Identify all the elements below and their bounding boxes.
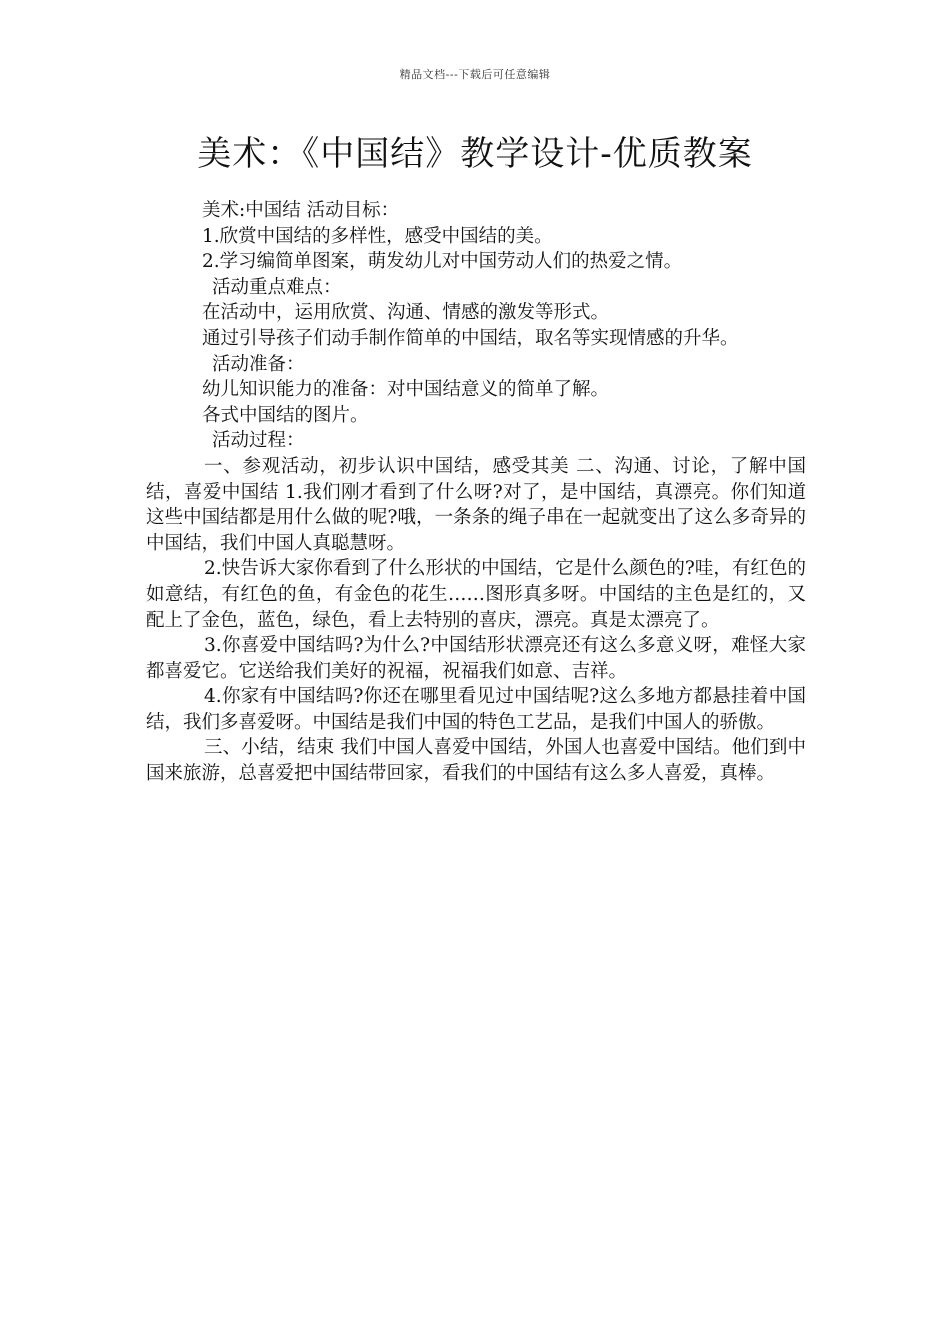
heading-key-points: 活动重点难点：	[212, 276, 342, 298]
paragraph-key-point-2: 通过引导孩子们动手制作简单的中国结，取名等实现情感的升华。	[202, 327, 739, 349]
heading-process: 活动过程：	[212, 430, 305, 452]
paragraph-process-2: 2.快告诉大家你看到了什么形状的中国结，它是什么颜色的?哇，有红色的如意结，有红色的鱼，有金色的花生……图形真多呀。中国结的主色是红的，又配上了金色，蓝色，绿色，看上去特别的喜庆，漂亮。真是太漂亮了。	[146, 558, 806, 631]
paragraph-summary: 三、小结，结束 我们中国人喜爱中国结，外国人也喜爱中国结。他们到中国来旅游，总喜爱把中国结带回家，看我们的中国结有这么多人喜爱，真棒。	[146, 737, 806, 785]
paragraph-goal-1: 1.欣赏中国结的多样性，感受中国结的美。	[202, 225, 553, 247]
paragraph-process-3: 3.你喜爱中国结吗?为什么?中国结形状漂亮还有这么多意义呀，难怪大家都喜爱它。它送给我们美好的祝福，祝福我们如意、吉祥。	[146, 635, 806, 682]
paragraph-goal-2: 2.学习编简单图案，萌发幼儿对中国劳动人们的热爱之情。	[202, 251, 683, 273]
paragraph-process-4: 4.你家有中国结吗?你还在哪里看见过中国结呢?这么多地方都悬挂着中国结，我们多喜爱呀。中国结是我们中国的特色工艺品，是我们中国人的骄傲。	[146, 686, 806, 733]
document-title: 美术：《中国结》教学设计-优质教案	[197, 134, 753, 174]
page-header-note: 精品文档---下载后可任意编辑	[399, 68, 551, 81]
document-body	[146, 198, 806, 787]
paragraph-subject-goals: 美术:中国结 活动目标：	[202, 200, 400, 221]
paragraph-preparation-2: 各式中国结的图片。	[202, 404, 369, 426]
heading-preparation: 活动准备：	[212, 353, 305, 375]
paragraph-process-1: 一、参观活动，初步认识中国结，感受其美 二、沟通、讨论，了解中国结，喜爱中国结 1.我们刚才看到了什么呀?对了，是中国结，真漂亮。你们知道这些中国结都是用什么做的呢?哦，一条条的绳子串在一起就变出了这么多奇异的中国结，我们中国人真聪慧呀。	[146, 455, 806, 554]
paragraph-preparation-1: 幼儿知识能力的准备：对中国结意义的简单了解。	[202, 379, 610, 401]
paragraph-key-point-1: 在活动中，运用欣赏、沟通、情感的激发等形式。	[202, 302, 610, 324]
